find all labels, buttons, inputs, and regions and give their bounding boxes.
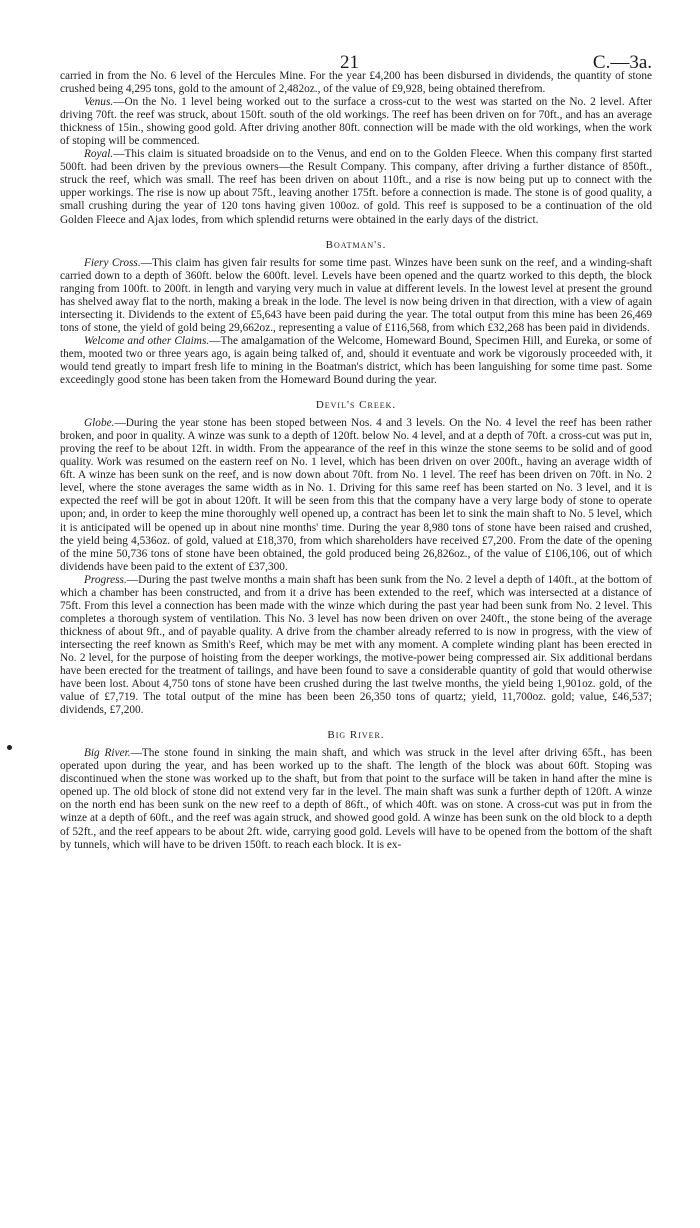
page-header xyxy=(60,0,652,73)
paragraph xyxy=(60,574,652,718)
report-body xyxy=(60,70,652,852)
paragraph xyxy=(60,335,652,387)
paragraph xyxy=(60,417,652,574)
paragraph xyxy=(60,96,652,148)
paragraph-title: Big River. xyxy=(84,747,131,760)
paragraph-title: Venus. xyxy=(84,96,114,109)
paragraph xyxy=(60,257,652,335)
paragraph-text: —This claim is situated broadside on to the Venus, and end on to the Golden Fleece. When this company first started 500ft. had been driven by the previous owners—the Result Company. This company, after driving a further distance of 850ft., struck the reef, which was small. The reef has been driven on about 110ft., and a rise is now being put up to connect with the upper workings. The rise is now up about 75ft., leaving another 175ft. before a connection is made. The stone is of good quality, a small crushing during the year of 120 tons having given 100oz. of gold. This reef is supposed to be a continuation of the old Golden Fleece and Ajax lodes, from which splendid returns were obtained in the early days of the district. xyxy=(60,148,652,226)
page xyxy=(60,0,652,852)
paragraph-text: —This claim has given fair results for some time past. Winzes have been sunk on the reef, and a winding-shaft carried down to a depth of 360ft. below the 600ft. level. Levels have been opened and the quartz worked to this depth, the block ranging from 100ft. to 200ft. in length and varying very much in value at different levels. In the lowest level at present the ground has shelved away flat to the north, making a break in the lode. The level is now being driven in that direction, with a view of again intersecting it. Dividends to the extent of £5,643 have been paid during the year. The total output from this mine has been 26,469 tons of stone, the yield of gold being 29,662oz., representing a value of £116,568, from which £32,268 has been paid in dividends. xyxy=(60,256,652,334)
paragraph-text: —The stone found in sinking the main shaft, and which was struck in the level after driving 65ft., has been operated upon during the year, and has been worked up to the shaft. The length of the block was about 60ft. Stoping was discontinued when the stone was worked up to the shaft, but from that point to the surface will be taken in hand after the mine is opened up. The old block of stone did not extend very far in the level. The main shaft was sunk a further depth of 120ft. A winze on the north end has been sunk on the new reef to a depth of 86ft., of which 40ft. was on stone. A cross-cut was put in from the winze at a depth of 60ft., and the reef was again struck, and showed good gold. A winze has been sunk on the old block to a depth of 52ft., and the reef appears to be about 2ft. wide, carrying good gold. Levels will have to be opened from the bottom of the shaft by tunnels, which will have to be driven 150ft. to reach each block. It is ex- xyxy=(60,747,652,851)
paragraph-title: Progress. xyxy=(84,573,127,586)
paragraph-title: Royal. xyxy=(84,148,114,161)
paragraph-text: —During the year stone has been stoped between Nos. 4 and 3 levels. On the No. 4 level the reef has been rather broken, and poor in quality. A winze was sunk to a depth of 120ft. below No. 4 level, and at a depth of 70ft. a cross-cut was put in, proving the reef to be about 12ft. in width. From the appearance of the reef in this winze the stone seems to be solid and of good quality. Work was resumed on the eastern reef on No. 1 level, which has been driven on over 200ft., having an average width of 6ft. A winze has been sunk on the reef, and is now down about 70ft. from No. 1 level. The reef has been driven on 70ft. in No. 2 level, where the stone averages the same width as in No. 1. Driving for this same reef has been started on No. 3 level, and it is expected the reef will be got in about 120ft. It will be seen from this that the company have a very large body of stone to operate upon; and, in order to keep the mine thoroughly well opened up, a contract has been let to sink the main shaft to No. 5 level, which it is anticipated will be opened up in about nine months' time. During the year 8,980 tons of stone have been raised and crushed, the yield being 4,536oz. of gold, valued at £18,370, from which shareholders have received £7,200. From the date of the opening of the mine 50,736 tons of stone have been obtained, the gold produced being 26,826oz., of the value of £106,106, out of which dividends have been paid to the extent of £37,300. xyxy=(60,417,652,573)
document-reference: C.—3a. xyxy=(592,52,652,73)
paragraph-text: —During the past twelve months a main shaft has been sunk from the No. 2 level a depth of 140ft., at the bottom of which a chamber has been constructed, and from it a drive has been extended to the reef, which was intersected at a distance of 75ft. From this level a connection has been made with the winze which during the past year had been sunk from No. 2 level. This completes a thorough system of ventilation. This No. 3 level has now been driven on over 240ft., the stone being of the average thickness of about 9ft., and of payable quality. A drive from the chamber already referred to is now in progress, with the view of intersecting the reef known as Smith's Reef, which may be met with any moment. A complete winding plant has been erected in No. 2 level, for the purpose of hoisting from the deeper workings, the motive-power being compressed air. Six additional berdans have been erected for the treatment of tailings, and have been found to save a considerable quantity of gold that would otherwise have been lost. About 4,750 tons of stone have been crushed during the last twelve months, the yield being 1,901oz. gold, of the value of £7,719. The total output of the mine has been been 26,350 tons of quartz; yield, 11,700oz. gold; value, £46,537; dividends, £7,200. xyxy=(60,573,652,717)
paragraph-text: —On the No. 1 level being worked out to the surface a cross-cut to the west was started on the No. 2 level. After driving 70ft. the reef was struck, about 150ft. south of the old workings. The reef has been driven on for 70ft., and has an average thickness of 15in., showing good gold. After driving another 80ft. connection will be made with the old workings, when the work of stoping will be commenced. xyxy=(60,96,652,148)
page-number: 21 xyxy=(340,52,359,73)
paragraph xyxy=(60,148,652,226)
section-heading: Devil's Creek. xyxy=(315,399,397,412)
paragraph-title: Fiery Cross. xyxy=(84,256,141,269)
paragraph-text: carried in from the No. 6 level of the Hercules Mine. For the year £4,200 has been disbursed in dividends, the quantity of stone crushed being 4,295 tons, gold to the amount of 2,482oz., of the value of £9,928, being obtained therefrom. xyxy=(60,70,652,96)
paragraph-title: Welcome and other Claims. xyxy=(84,334,210,347)
paragraph-title: Globe. xyxy=(84,417,115,430)
paragraph-text: —The amalgamation of the Welcome, Homeward Bound, Specimen Hill, and Eureka, or some of them, mooted two or three years ago, is again being talked of, and, should it eventuate and work be vigorously proceeded with, it would tend greatly to impart fresh life to mining in the Boatman's district, which has been languishing for some time past. Some exceedingly good stone has been taken from the Homeward Bound during the year. xyxy=(60,334,653,387)
section-heading: Boatman's. xyxy=(325,238,387,251)
margin-dot xyxy=(7,745,12,750)
paragraph xyxy=(60,747,652,851)
section-heading: Big River. xyxy=(327,729,385,742)
